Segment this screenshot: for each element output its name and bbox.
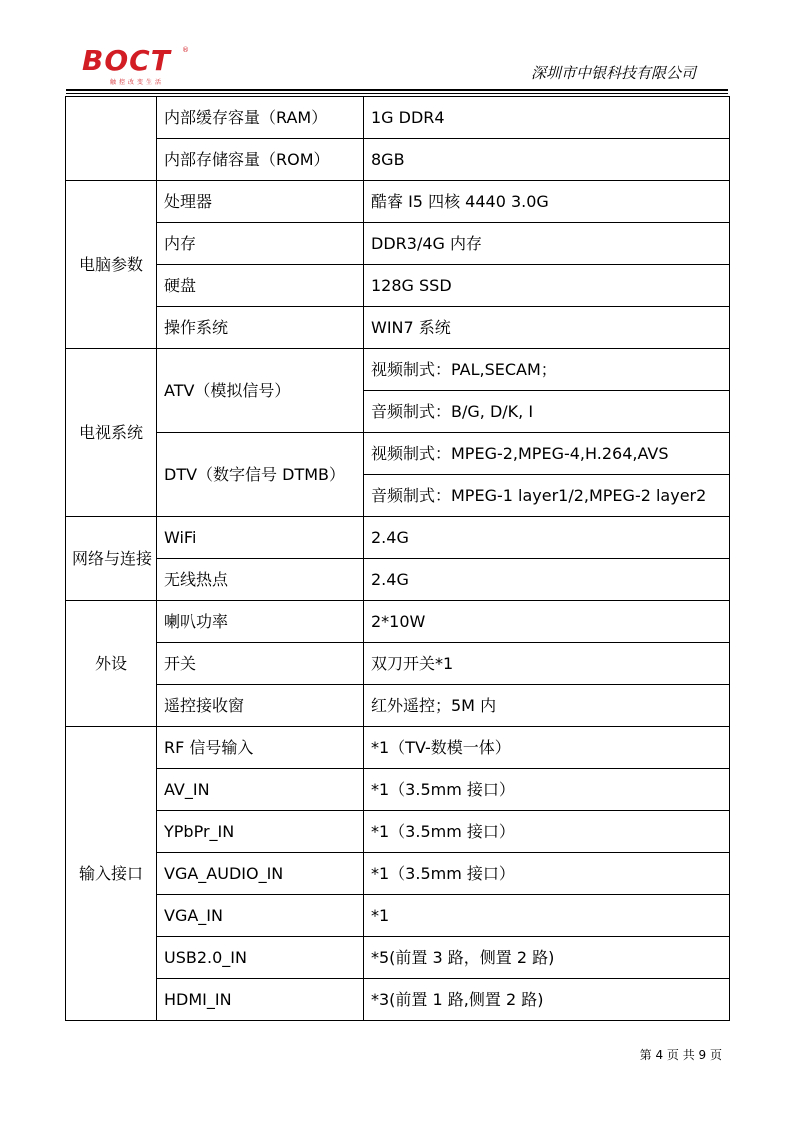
value-cell: 红外遥控；5M 内	[364, 685, 730, 727]
param-cell: 开关	[157, 643, 364, 685]
value-cell: 2*10W	[364, 601, 730, 643]
value-cell: DDR3/4G 内存	[364, 223, 730, 265]
param-cell: 操作系统	[157, 307, 364, 349]
param-cell: 无线热点	[157, 559, 364, 601]
table-row	[66, 559, 730, 601]
param-cell: 内部存储容量（ROM）	[157, 139, 364, 181]
table-row	[66, 601, 730, 643]
param-cell: AV_IN	[157, 769, 364, 811]
header-divider	[66, 89, 728, 91]
table-row	[66, 223, 730, 265]
table-row	[66, 727, 730, 769]
value-cell: *5(前置 3 路，侧置 2 路)	[364, 937, 730, 979]
param-cell: ATV（模拟信号）	[157, 349, 364, 433]
table-row	[66, 811, 730, 853]
page-number: 第 4 页 共 9 页	[639, 1048, 722, 1062]
value-cell: 2.4G	[364, 559, 730, 601]
value-cell: *3(前置 1 路,侧置 2 路)	[364, 979, 730, 1021]
value-cell: WIN7 系统	[364, 307, 730, 349]
table-row	[66, 979, 730, 1021]
table-row	[66, 139, 730, 181]
value-cell: 128G SSD	[364, 265, 730, 307]
table-row	[66, 769, 730, 811]
header-divider-thin	[66, 93, 728, 94]
table-row	[66, 265, 730, 307]
table-row	[66, 853, 730, 895]
param-cell: YPbPr_IN	[157, 811, 364, 853]
logo-text: BOCT	[82, 44, 171, 77]
param-cell: 内部缓存容量（RAM）	[157, 97, 364, 139]
category-cell: 外设	[66, 601, 157, 727]
company-logo	[82, 44, 192, 90]
param-cell: VGA_IN	[157, 895, 364, 937]
param-cell: VGA_AUDIO_IN	[157, 853, 364, 895]
value-cell: *1（TV-数模一体）	[364, 727, 730, 769]
table-row	[66, 643, 730, 685]
table-row	[66, 181, 730, 223]
category-cell: 电脑参数	[66, 181, 157, 349]
value-cell: 1G DDR4	[364, 97, 730, 139]
table-row	[66, 307, 730, 349]
table-row	[66, 97, 730, 139]
value-cell: 2.4G	[364, 517, 730, 559]
value-cell: *1（3.5mm 接口）	[364, 769, 730, 811]
value-cell: 视频制式：PAL,SECAM；	[364, 349, 730, 391]
registered-mark: ®	[182, 46, 189, 54]
param-cell: 喇叭功率	[157, 601, 364, 643]
table-row	[66, 937, 730, 979]
table-row	[66, 517, 730, 559]
value-cell: *1（3.5mm 接口）	[364, 853, 730, 895]
param-cell: 内存	[157, 223, 364, 265]
param-cell: HDMI_IN	[157, 979, 364, 1021]
param-cell: WiFi	[157, 517, 364, 559]
param-cell: USB2.0_IN	[157, 937, 364, 979]
category-cell: 电视系统	[66, 349, 157, 517]
param-cell: 处理器	[157, 181, 364, 223]
value-cell: *1	[364, 895, 730, 937]
param-cell: 硬盘	[157, 265, 364, 307]
category-cell	[66, 97, 157, 181]
value-cell: 音频制式：B/G, D/K, I	[364, 391, 730, 433]
value-cell: 视频制式：MPEG-2,MPEG-4,H.264,AVS	[364, 433, 730, 475]
value-cell: 8GB	[364, 139, 730, 181]
param-cell: 遥控接收窗	[157, 685, 364, 727]
value-cell: 音频制式：MPEG-1 layer1/2,MPEG-2 layer2	[364, 475, 730, 517]
value-cell: 双刀开关*1	[364, 643, 730, 685]
param-cell: DTV（数字信号 DTMB）	[157, 433, 364, 517]
param-cell: RF 信号输入	[157, 727, 364, 769]
spec-table	[65, 96, 730, 1021]
table-row	[66, 895, 730, 937]
logo-slogan: 触控改变生活	[110, 79, 165, 86]
category-cell: 网络与连接	[66, 517, 157, 601]
company-name: 深圳市中银科技有限公司	[530, 64, 696, 82]
table-row	[66, 685, 730, 727]
category-cell: 输入接口	[66, 727, 157, 1021]
value-cell: 酷睿 I5 四核 4440 3.0G	[364, 181, 730, 223]
table-row	[66, 433, 730, 475]
table-row	[66, 349, 730, 391]
value-cell: *1（3.5mm 接口）	[364, 811, 730, 853]
